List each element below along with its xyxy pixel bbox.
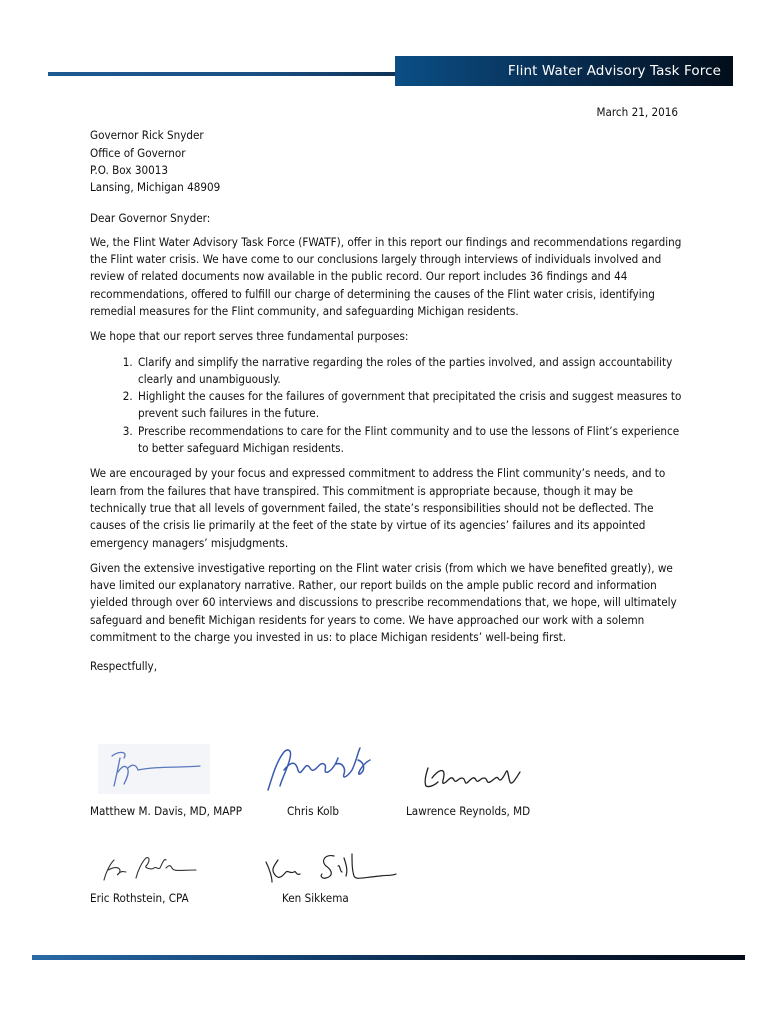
purpose-item: 3. Prescribe recommendations to care for the Flint community and to use the lessons of Flint’s experience to better safeguard Michigan residents. — [136, 423, 690, 458]
letter-body — [90, 104, 690, 684]
paragraph: We are encouraged by your focus and expressed commitment to address the Flint community’s needs, and to learn from the failures that have transpired. This commitment is appropriate because, though it may be technically true that all levels of government failed, the state’s responsibilities should not be deflected. The causes of the crisis lie primarily at the feet of the state by virtue of its agencies’ failures and its appointed emergency managers’ misjudgments. — [90, 466, 666, 550]
signatory-name: Ken Sikkema — [282, 891, 349, 905]
purpose-item: 1. Clarify and simplify the narrative regarding the roles of the parties involved, and assign accountability clearly and unambiguously. — [136, 354, 690, 389]
signature-davis — [98, 744, 210, 794]
org-name: Flint Water Advisory Task Force — [507, 63, 721, 79]
footer-rule — [32, 955, 745, 960]
signatory-name: Matthew M. Davis, MD, MAPP — [90, 804, 242, 818]
recipient-line: Governor Rick Snyder — [90, 128, 204, 143]
paragraph: We, the Flint Water Advisory Task Force (FWATF), offer in this report our findings and recommendations regarding the Flint water crisis. We have come to our conclusions largely through interviews of individuals involved and review of related documents now available in the public record. Our report includes 36 findings and 44 recommendations, offered to fulfill our charge of determining the causes of the Flint water crisis, identifying remedial measures for the Flint community, and safeguarding Michigan residents. — [90, 234, 682, 318]
signature-sikkema — [260, 848, 400, 888]
signature-reynolds — [418, 760, 528, 794]
signatory-name: Chris Kolb — [287, 804, 339, 818]
signatory-name: Lawrence Reynolds, MD — [406, 804, 531, 818]
salutation: Dear Governor Snyder: — [90, 211, 211, 226]
recipient-address — [90, 127, 690, 196]
signature-kolb — [262, 740, 382, 796]
recipient-line: P.O. Box 30013 — [90, 162, 168, 177]
paragraph: Given the extensive investigative reporting on the Flint water crisis (from which we have benefited greatly), we have limited our explanatory narrative. Rather, our report builds on the ample public record and information yielded through over 60 interviews and discussions to prescribe recommendations that, we hope, will ultimately safeguard and benefit Michigan residents for years to come. We have approached our work with a solemn commitment to the charge you invested in us: to place Michigan residents’ well-being first. — [90, 560, 677, 645]
signature-rothstein — [96, 850, 200, 886]
closing: Respectfully, — [90, 659, 158, 674]
signatory-name: Eric Rothstein, CPA — [90, 891, 189, 905]
header-rule — [48, 72, 408, 76]
purposes-list — [90, 354, 690, 458]
paragraph: We hope that our report serves three fundamental purposes: — [90, 329, 409, 344]
letter-date: March 21, 2016 — [596, 105, 678, 119]
recipient-line: Office of Governor — [90, 145, 186, 160]
purpose-item: 2. Highlight the causes for the failures of government that precipitated the crisis and suggest measures to prevent such failures in the future. — [136, 388, 690, 423]
header-band — [395, 56, 733, 86]
recipient-line: Lansing, Michigan 48909 — [90, 180, 221, 195]
